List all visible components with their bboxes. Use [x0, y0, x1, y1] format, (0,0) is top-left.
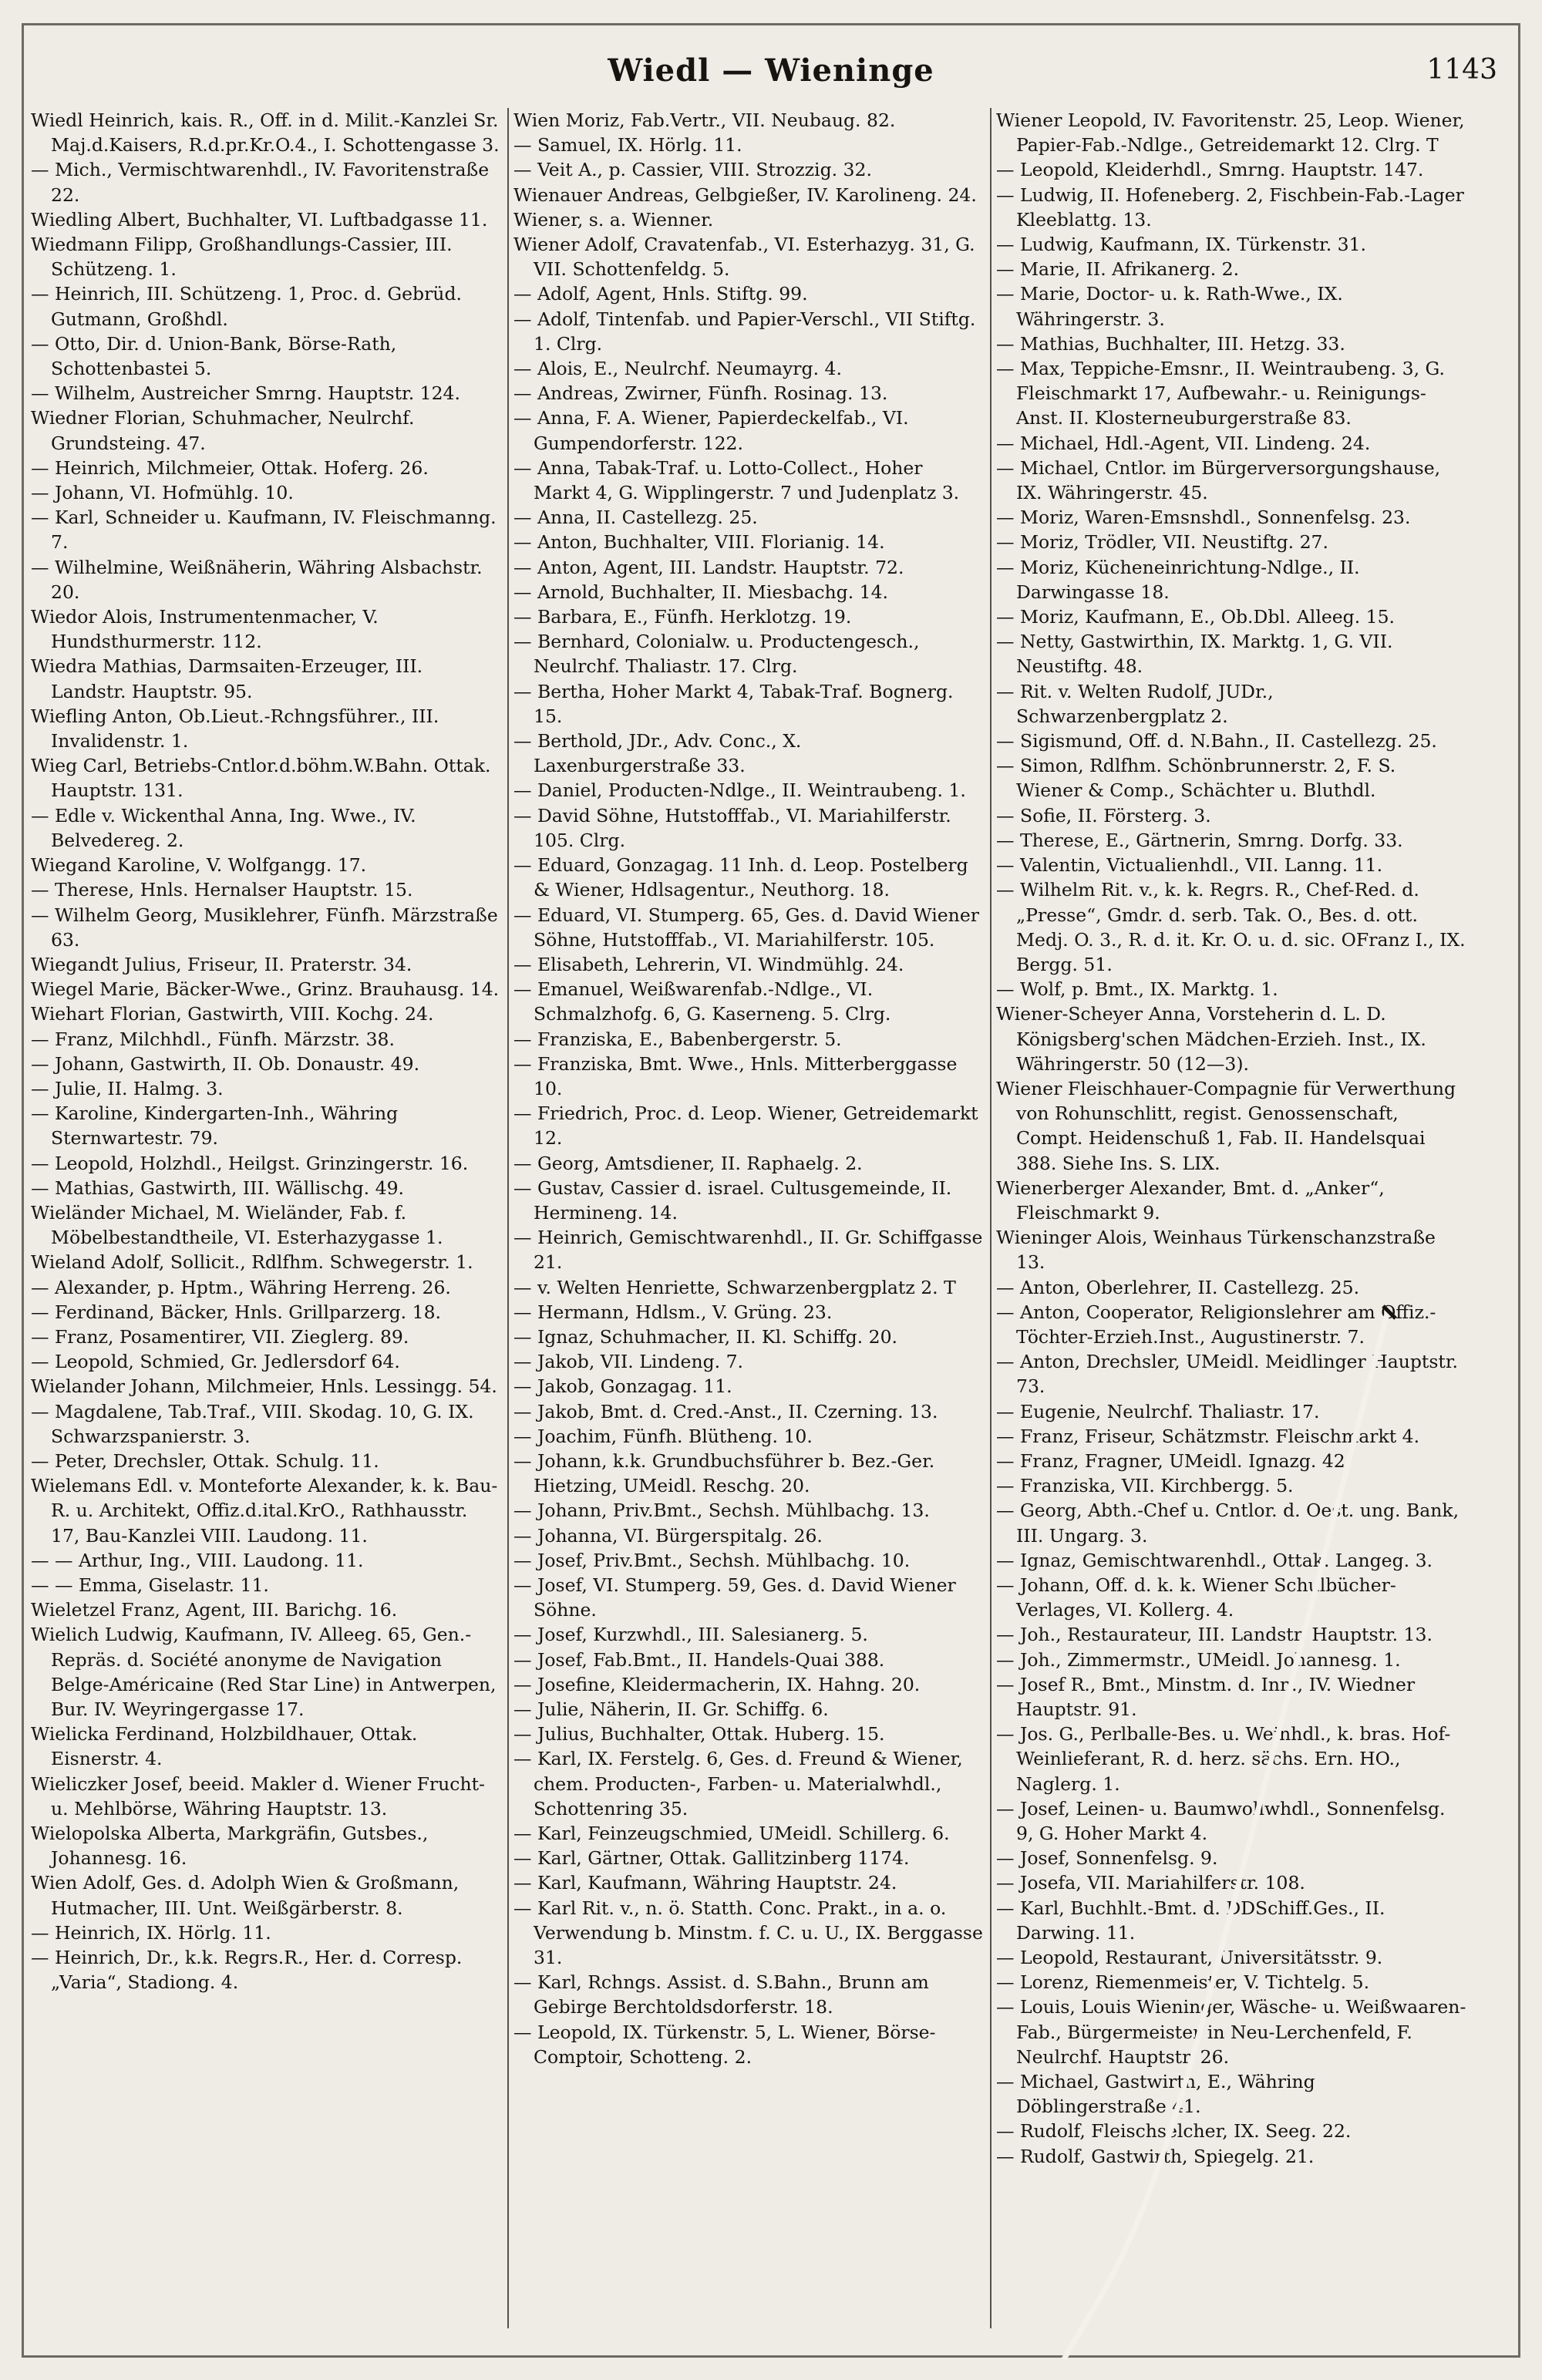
directory-entry: Wiegel Marie, Bäcker-Wwe., Grinz. Brauhausg. 14.	[31, 978, 500, 1001]
directory-entry: — Magdalene, Tab.Traf., VIII. Skodag. 10, G. IX. Schwarzspanierstr. 3.	[31, 1400, 474, 1447]
directory-entry: — Marie, Doctor- u. k. Rath-Wwe., IX. Währingerstr. 3.	[996, 283, 1343, 330]
directory-entry: Wienauer Andreas, Gelbgießer, IV. Karolineng. 24.	[513, 183, 977, 206]
directory-entry: — Bertha, Hoher Markt 4, Tabak-Traf. Bognerg. 15.	[513, 680, 954, 727]
directory-entry: — Karl, Schneider u. Kaufmann, IV. Fleischmanng. 7.	[31, 507, 497, 554]
directory-entry: — Jakob, Gonzagag. 11.	[513, 1375, 732, 1398]
directory-entry: Wieland Adolf, Sollicit., Rdlfhm. Schwegerstr. 1.	[31, 1251, 473, 1274]
directory-entry: Wieländer Michael, M. Wieländer, Fab. f. Möbelbestandtheile, VI. Esterhazygasse 1.	[31, 1201, 443, 1249]
directory-entry: — Emanuel, Weißwarenfab.-Ndlge., VI. Schmalzhofg. 6, G. Kaserneng. 5. Clrg.	[513, 978, 891, 1025]
directory-entry: Wiedl Heinrich, kais. R., Off. in d. Milit.-Kanzlei Sr. Maj.d.Kaisers, R.d.pr.Kr.O.4., I. Schottengasse 3.	[31, 109, 500, 157]
directory-entry: — Berthold, JDr., Adv. Conc., X. Laxenburgerstraße 33.	[513, 730, 802, 777]
directory-entry: — Julie, Näherin, II. Gr. Schiffg. 6.	[513, 1698, 829, 1720]
directory-entry: — Anton, Buchhalter, VIII. Florianig. 14.	[513, 531, 885, 554]
directory-entry: Wiedmann Filipp, Großhandlungs-Cassier, III. Schützeng. 1.	[31, 234, 453, 281]
directory-entry: Wiener Adolf, Cravatenfab., VI. Esterhazyg. 31, G. VII. Schottenfeldg. 5.	[513, 234, 975, 281]
directory-entry: Wiener Fleischhauer-Compagnie für Verwerthung von Rohunschlitt, regist. Genossenschaft, Compt. Heidenschuß 1, Fab. II. Handelsquai 388. Siehe Ins. S. LIX.	[996, 1077, 1456, 1174]
directory-entry: — Sofie, II. Försterg. 3.	[996, 804, 1211, 826]
directory-entry: — Josef, Leinen- u. Baumwollwhdl., Sonnenfelsg. 9, G. Hoher Markt 4.	[996, 1797, 1446, 1845]
directory-entry: Wiener Leopold, IV. Favoritenstr. 25, Leop. Wiener, Papier-Fab.-Ndlge., Getreidemarkt 12. Clrg. T	[996, 109, 1465, 157]
directory-entry: — Daniel, Producten-Ndlge., II. Weintraubeng. 1.	[513, 779, 966, 802]
directory-entry: — Mathias, Gastwirth, III. Wällischg. 49.	[31, 1177, 404, 1199]
directory-entry: — Karl, Kaufmann, Währing Hauptstr. 24.	[513, 1872, 897, 1894]
directory-entry: — Adolf, Agent, Hnls. Stiftg. 99.	[513, 283, 808, 305]
directory-entry: — Karoline, Kindergarten-Inh., Währing Sternwartestr. 79.	[31, 1102, 399, 1150]
directory-entry: Wieg Carl, Betriebs-Cntlor.d.böhm.W.Bahn. Ottak. Hauptstr. 131.	[31, 755, 491, 802]
directory-entry: — Karl, Rchngs. Assist. d. S.Bahn., Brunn am Gebirge Berchtoldsdorferstr. 18.	[513, 1971, 929, 2018]
directory-entry: — David Söhne, Hutstofffab., VI. Mariahilferstr. 105. Clrg.	[513, 804, 951, 851]
directory-entry: Wien Adolf, Ges. d. Adolph Wien & Großmann, Hutmacher, III. Unt. Weißgärberstr. 8.	[31, 1872, 460, 1919]
directory-entry: — Alois, E., Neulrchf. Neumayrg. 4.	[513, 358, 842, 380]
directory-entry: — Josef, VI. Stumperg. 59, Ges. d. David Wiener Söhne.	[513, 1574, 956, 1621]
directory-entry: — Georg, Amtsdiener, II. Raphaelg. 2.	[513, 1152, 863, 1174]
directory-entry: — Netty, Gastwirthin, IX. Marktg. 1, G. VII. Neustiftg. 48.	[996, 631, 1393, 678]
directory-entry: — — Emma, Giselastr. 11.	[31, 1574, 269, 1596]
directory-entry: — Valentin, Victualienhdl., VII. Lanng. 11.	[996, 854, 1383, 877]
directory-entry: — Leopold, Restaurant, Universitätsstr. 9.	[996, 1947, 1383, 1969]
directory-entry: — Therese, E., Gärtnerin, Smrng. Dorfg. 33.	[996, 829, 1403, 851]
directory-entry: — Wilhelm Georg, Musiklehrer, Fünfh. Märzstraße 63.	[31, 904, 498, 951]
column-1	[31, 108, 501, 2344]
directory-entry: — Eduard, Gonzagag. 11 Inh. d. Leop. Postelberg & Wiener, Hdlsagentur., Neuthorg. 18.	[513, 854, 968, 901]
directory-entry: — Edle v. Wickenthal Anna, Ing. Wwe., IV. Belvedereg. 2.	[31, 804, 416, 851]
directory-entry: — Veit A., p. Cassier, VIII. Strozzig. 32.	[513, 159, 872, 181]
directory-entry: — Friedrich, Proc. d. Leop. Wiener, Getreidemarkt 12.	[513, 1102, 978, 1150]
directory-entry: — Karl, Feinzeugschmied, UMeidl. Schillerg. 6.	[513, 1823, 950, 1845]
directory-entry: — Johanna, VI. Bürgerspitalg. 26.	[513, 1524, 823, 1547]
directory-entry: — Max, Teppiche-Emsnr., II. Weintraubeng. 3, G. Fleischmarkt 17, Aufbewahr.- u. Reinigungs-Anst. II. Klosterneuburgerstraße 83.	[996, 358, 1445, 429]
directory-entry: — Josef, Fab.Bmt., II. Handels-Quai 388.	[513, 1648, 885, 1671]
directory-entry: — Wilhelmine, Weißnäherin, Währing Alsbachstr. 20.	[31, 556, 483, 603]
directory-entry: — Moriz, Kaufmann, E., Ob.Dbl. Alleeg. 15.	[996, 606, 1396, 628]
directory-entry: — Peter, Drechsler, Ottak. Schulg. 11.	[31, 1449, 379, 1472]
directory-entry: — Ignaz, Gemischtwarenhdl., Ottak. Langeg. 3.	[996, 1549, 1433, 1571]
directory-entry: — Joh., Zimmermstr., UMeidl. Johannesg. 1.	[996, 1648, 1401, 1671]
directory-entry: — Moriz, Waren-Emsnshdl., Sonnenfelsg. 23.	[996, 507, 1411, 529]
directory-entry: — Karl, IX. Ferstelg. 6, Ges. d. Freund & Wiener, chem. Producten-, Farben- u. Materialwhdl., Schottenring 35.	[513, 1748, 963, 1820]
directory-entry: — Michael, Hdl.-Agent, VII. Lindeng. 24.	[996, 432, 1371, 454]
directory-entry: — Ludwig, Kaufmann, IX. Türkenstr. 31.	[996, 234, 1367, 256]
directory-entry: — Sigismund, Off. d. N.Bahn., II. Castellezg. 25.	[996, 730, 1437, 752]
directory-entry: — Rudolf, Fleischselcher, IX. Seeg. 22.	[996, 2120, 1352, 2143]
directory-entry: Wiehart Florian, Gastwirth, VIII. Kochg. 24.	[31, 1003, 434, 1025]
directory-entry: — Franziska, Bmt. Wwe., Hnls. Mitterberggasse 10.	[513, 1052, 958, 1099]
directory-entry: — Karl, Buchhlt.-Bmt. d. DDSchiff.Ges., II. Darwing. 11.	[996, 1897, 1385, 1944]
directory-entry: — Joh., Restaurateur, III. Landstr. Hauptstr. 13.	[996, 1624, 1433, 1646]
directory-entry: — Johann, Priv.Bmt., Sechsh. Mühlbachg. 13.	[513, 1500, 930, 1522]
directory-entry: — Heinrich, IX. Hörlg. 11.	[31, 1921, 271, 1944]
directory-entry: — Lorenz, Riemenmeister, V. Tichtelg. 5.	[996, 1971, 1370, 1994]
directory-entry: Wielemans Edl. v. Monteforte Alexander, k. k. Bau-R. u. Architekt, Offiz.d.ital.KrO., Rathhausstr. 17, Bau-Kanzlei VIII. Laudong. 11.	[31, 1475, 498, 1547]
directory-entry: — Andreas, Zwirner, Fünfh. Rosinag. 13.	[513, 382, 888, 405]
directory-entry: — Georg, Abth.-Chef u. Cntlor. d. Oest. ung. Bank, III. Ungarg. 3.	[996, 1500, 1460, 1547]
directory-entry: — Moriz, Trödler, VII. Neustiftg. 27.	[996, 531, 1328, 554]
directory-entry: Wiedra Mathias, Darmsaiten-Erzeuger, III. Landstr. Hauptstr. 95.	[31, 655, 423, 702]
directory-entry: Wieliczker Josef, beeid. Makler d. Wiener Frucht- u. Mehlbörse, Währing Hauptstr. 13.	[31, 1772, 485, 1820]
directory-entry: — Barbara, E., Fünfh. Herklotzg. 19.	[513, 606, 852, 628]
directory-entry: — Simon, Rdlfhm. Schönbrunnerstr. 2, F. S. Wiener & Comp., Schächter u. Bluthdl.	[996, 755, 1396, 802]
directory-entry: — Ignaz, Schuhmacher, II. Kl. Schiffg. 20.	[513, 1325, 897, 1348]
directory-entry: — Franz, Posamentirer, VII. Zieglerg. 89.	[31, 1325, 409, 1348]
directory-entry: — Heinrich, Dr., k.k. Regrs.R., Her. d. Corresp. „Varia“, Stadiong. 4.	[31, 1947, 463, 1994]
directory-entry: — Marie, II. Afrikanerg. 2.	[996, 258, 1240, 281]
directory-entry: — Franziska, VII. Kirchbergg. 5.	[996, 1475, 1294, 1497]
directory-entry: Wiener-Scheyer Anna, Vorsteherin d. L. D. Königsberg'schen Mädchen-Erzieh. Inst., IX. Währingerstr. 50 (12—3).	[996, 1003, 1426, 1075]
directory-entry: — Karl, Gärtner, Ottak. Gallitzinberg 1174.	[513, 1847, 910, 1870]
directory-entry: — Josef R., Bmt., Minstm. d. Inn., IV. Wiedner Hauptstr. 91.	[996, 1673, 1416, 1720]
directory-entry: — Adolf, Tintenfab. und Papier-Verschl., VII Stiftg. 1. Clrg.	[513, 308, 976, 355]
page-header	[22, 46, 1520, 100]
directory-entry: — Otto, Dir. d. Union-Bank, Börse-Rath, Schottenbastei 5.	[31, 332, 397, 380]
directory-entry: — Leopold, IX. Türkenstr. 5, L. Wiener, Börse-Comptoir, Schotteng. 2.	[513, 2021, 936, 2068]
directory-entry: — Gustav, Cassier d. israel. Cultusgemeinde, II. Hermineng. 14.	[513, 1177, 952, 1224]
column-3	[996, 108, 1466, 2344]
directory-entry: — Josefa, VII. Mariahilferstr. 108.	[996, 1872, 1305, 1894]
directory-entry: — Franz, Fragner, UMeidl. Ignazg. 42.	[996, 1449, 1352, 1472]
directory-entry: — Julie, II. Halmg. 3.	[31, 1077, 224, 1099]
directory-entry: — Bernhard, Colonialw. u. Productengesch., Neulrchf. Thaliastr. 17. Clrg.	[513, 631, 920, 678]
directory-entry: Wiedner Florian, Schuhmacher, Neulrchf. Grundsteing. 47.	[31, 407, 415, 454]
directory-entry: — Anton, Drechsler, UMeidl. Meidlinger Hauptstr. 73.	[996, 1351, 1458, 1398]
column-divider	[990, 108, 992, 2328]
directory-entry: — Wolf, p. Bmt., IX. Marktg. 1.	[996, 978, 1278, 1001]
directory-entry: Wielopolska Alberta, Markgräfin, Gutsbes., Johannesg. 16.	[31, 1823, 429, 1870]
directory-entry: — Heinrich, III. Schützeng. 1, Proc. d. Gebrüd. Gutmann, Großhdl.	[31, 283, 462, 330]
directory-entry: Wielander Johann, Milchmeier, Hnls. Lessingg. 54.	[31, 1375, 497, 1398]
directory-entry: — Franz, Friseur, Schätzmstr. Fleischmarkt 4.	[996, 1425, 1420, 1447]
directory-entry: Wielich Ludwig, Kaufmann, IV. Alleeg. 65, Gen.-Repräs. d. Société anonyme de Navigation Belge-Américaine (Red Star Line) in Antwerpen, Bur. IV. Weyringergasse 17.	[31, 1624, 497, 1720]
directory-entry: — Mathias, Buchhalter, III. Hetzg. 33.	[996, 332, 1345, 355]
directory-entry: — Anna, II. Castellezg. 25.	[513, 507, 758, 529]
directory-entry: — Hermann, Hdlsm., V. Grüng. 23.	[513, 1301, 833, 1323]
column-2	[513, 108, 984, 2344]
directory-entry: — Louis, Louis Wieninger, Wäsche- u. Weißwaaren-Fab., Bürgermeister in Neu-Lerchenfeld, F. Neulrchf. Hauptstr. 26.	[996, 1996, 1466, 2068]
directory-entry: — Jakob, VII. Lindeng. 7.	[513, 1351, 743, 1373]
directory-entry: Wiener, s. a. Wienner.	[513, 208, 714, 231]
directory-entry: — Wilhelm Rit. v., k. k. Regrs. R., Chef-Red. d. „Presse“, Gmdr. d. serb. Tak. O., Bes. d. ott. Medj. O. 3., R. d. it. Kr. O. u. d. sic. OFranz I., IX. Bergg. 51.	[996, 879, 1466, 975]
directory-entry: — Samuel, IX. Hörlg. 11.	[513, 134, 742, 157]
directory-entry: — Julius, Buchhalter, Ottak. Huberg. 15.	[513, 1723, 885, 1745]
directory-entry: Wienerberger Alexander, Bmt. d. „Anker“, Fleischmarkt 9.	[996, 1177, 1385, 1224]
directory-entry: — Ludwig, II. Hofeneberg. 2, Fischbein-Fab.-Lager Kleeblattg. 13.	[996, 183, 1464, 231]
directory-entry: Wien Moriz, Fab.Vertr., VII. Neubaug. 82.	[513, 109, 896, 131]
directory-entry: — Franziska, E., Babenbergerstr. 5.	[513, 1028, 842, 1050]
directory-entry: — Jos. G., Perlballe-Bes. u. Weinhdl., k. bras. Hof-Weinlieferant, R. d. herz. sächs. Ern. HO., Naglerg. 1.	[996, 1723, 1451, 1795]
directory-entry: Wielicka Ferdinand, Holzbildhauer, Ottak. Eisnerstr. 4.	[31, 1723, 418, 1770]
directory-entry: — Therese, Hnls. Hernalser Hauptstr. 15.	[31, 879, 413, 901]
page-number: 1143	[1426, 54, 1497, 86]
directory-entry: — Johann, k.k. Grundbuchsführer b. Bez.-Ger. Hietzing, UMeidl. Reschg. 20.	[513, 1449, 935, 1497]
directory-entry: — Anton, Agent, III. Landstr. Hauptstr. 72.	[513, 556, 904, 578]
directory-entry: — Elisabeth, Lehrerin, VI. Windmühlg. 24.	[513, 953, 904, 975]
directory-entry: — Mich., Vermischtwarenhdl., IV. Favoritenstraße 22.	[31, 159, 490, 206]
directory-entry: — Josef, Sonnenfelsg. 9.	[996, 1847, 1218, 1870]
directory-entry: Wieletzel Franz, Agent, III. Barichg. 16.	[31, 1599, 398, 1621]
directory-entry: — Leopold, Schmied, Gr. Jedlersdorf 64.	[31, 1351, 400, 1373]
directory-entry: — Joachim, Fünfh. Blütheng. 10.	[513, 1425, 813, 1447]
directory-entry: — Moriz, Kücheneinrichtung-Ndlge., II. Darwingasse 18.	[996, 556, 1360, 603]
directory-entry: — Johann, Off. d. k. k. Wiener Schulbücher-Verlages, VI. Kollerg. 4.	[996, 1574, 1396, 1621]
directory-entry: — Anton, Cooperator, Religionslehrer am Offiz.-Töchter-Erzieh.Inst., Augustinerstr. 7.	[996, 1301, 1436, 1348]
directory-entry: Wiegandt Julius, Friseur, II. Praterstr. 34.	[31, 953, 412, 975]
directory-entry: — Johann, VI. Hofmühlg. 10.	[31, 482, 294, 504]
directory-entry: — Alexander, p. Hptm., Währing Herreng. 26.	[31, 1276, 451, 1298]
directory-entry: — Johann, Gastwirth, II. Ob. Donaustr. 49.	[31, 1052, 420, 1075]
directory-entry: — Josef, Priv.Bmt., Sechsh. Mühlbachg. 10.	[513, 1549, 911, 1571]
directory-entry: Wieninger Alois, Weinhaus Türkenschanzstraße 13.	[996, 1227, 1436, 1274]
directory-entry: Wiegand Karoline, V. Wolfgangg. 17.	[31, 854, 367, 877]
page-title: Wiedl — Wieninge	[608, 52, 934, 89]
directory-entry: — Anna, Tabak-Traf. u. Lotto-Collect., Hoher Markt 4, G. Wipplingerstr. 7 und Judenplatz 3.	[513, 456, 960, 504]
directory-entry: Wiedling Albert, Buchhalter, VI. Luftbadgasse 11.	[31, 208, 488, 231]
directory-entry: — Wilhelm, Austreicher Smrng. Hauptstr. 124.	[31, 382, 460, 405]
directory-entry: — Eugenie, Neulrchf. Thaliastr. 17.	[996, 1400, 1320, 1422]
directory-entry: — v. Welten Henriette, Schwarzenbergplatz 2. T	[513, 1276, 956, 1298]
directory-entry: — Leopold, Kleiderhdl., Smrng. Hauptstr. 147.	[996, 159, 1424, 181]
directory-entry: — Franz, Milchhdl., Fünfh. Märzstr. 38.	[31, 1028, 395, 1050]
directory-entry: — Arnold, Buchhalter, II. Miesbachg. 14.	[513, 581, 889, 603]
directory-entry: Wiedor Alois, Instrumentenmacher, V. Hundsthurmerstr. 112.	[31, 606, 379, 653]
column-divider	[507, 108, 509, 2328]
directory-entry: — Michael, Gastwirth, E., Währing Döblingerstraße 41.	[996, 2071, 1315, 2118]
directory-entry: — Jakob, Bmt. d. Cred.-Anst., II. Czerning. 13.	[513, 1400, 938, 1422]
directory-entry: — — Arthur, Ing., VIII. Laudong. 11.	[31, 1549, 364, 1571]
directory-entry: — Rit. v. Welten Rudolf, JUDr., Schwarzenbergplatz 2.	[996, 680, 1274, 727]
directory-entry: — Michael, Cntlor. im Bürgerversorgungshause, IX. Währingerstr. 45.	[996, 456, 1441, 504]
directory-entry: — Rudolf, Gastwirth, Spiegelg. 21.	[996, 2145, 1315, 2167]
directory-entry: — Josef, Kurzwhdl., III. Salesianerg. 5.	[513, 1624, 868, 1646]
directory-entry: — Heinrich, Milchmeier, Ottak. Hoferg. 26.	[31, 456, 429, 479]
directory-entry: — Anna, F. A. Wiener, Papierdeckelfab., VI. Gumpendorferstr. 122.	[513, 407, 909, 454]
directory-entry: — Anton, Oberlehrer, II. Castellezg. 25.	[996, 1276, 1360, 1298]
directory-entry: — Heinrich, Gemischtwarenhdl., II. Gr. Schiffgasse 21.	[513, 1227, 983, 1274]
directory-entry: — Karl Rit. v., n. ö. Statth. Conc. Prakt., in a. o. Verwendung b. Minstm. f. C. u. U., IX. Berggasse 31.	[513, 1897, 983, 1969]
directory-entry: — Eduard, VI. Stumperg. 65, Ges. d. David Wiener Söhne, Hutstofffab., VI. Mariahilferstr. 105.	[513, 904, 979, 951]
directory-entry: Wiefling Anton, Ob.Lieut.-Rchngsführer., III. Invalidenstr. 1.	[31, 705, 439, 752]
directory-entry: — Ferdinand, Bäcker, Hnls. Grillparzerg. 18.	[31, 1301, 441, 1323]
directory-entry: — Leopold, Holzhdl., Heilgst. Grinzingerstr. 16.	[31, 1152, 469, 1174]
directory-entry: — Josefine, Kleidermacherin, IX. Hahng. 20.	[513, 1673, 921, 1695]
